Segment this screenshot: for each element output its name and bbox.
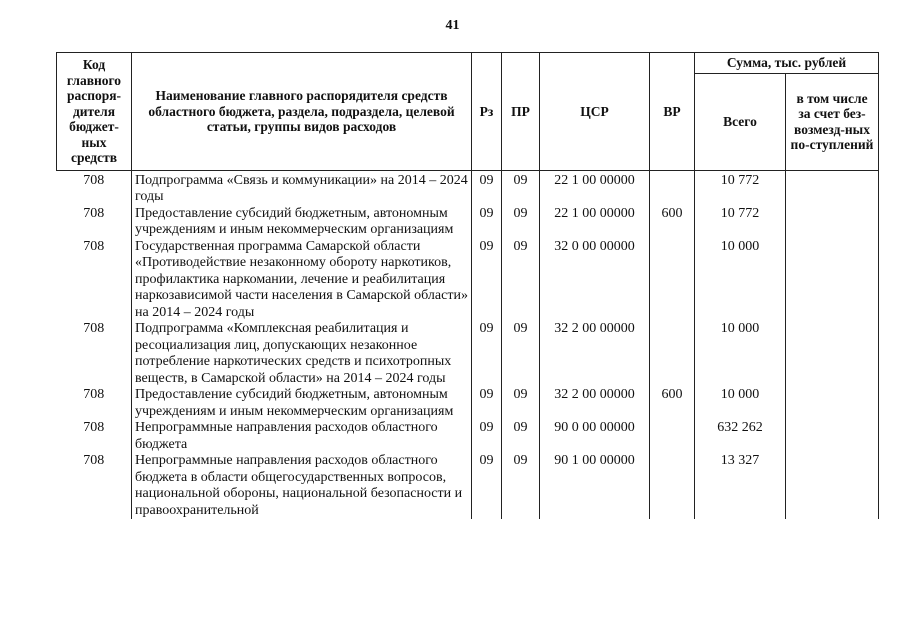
row-pr: 09 xyxy=(502,206,540,239)
row-total: 10 000 xyxy=(695,321,786,387)
row-csr: 22 1 00 00000 xyxy=(540,206,650,239)
row-code: 708 xyxy=(83,238,105,254)
row-incl xyxy=(786,206,879,239)
row-vr xyxy=(650,453,695,519)
header-vr: ВР xyxy=(650,53,695,171)
table-header xyxy=(57,53,879,171)
row-vr: 600 xyxy=(650,387,695,420)
page-number: 41 xyxy=(445,18,460,33)
row-rz: 09 xyxy=(472,387,502,420)
header-incl: в том числе за счет без-возмезд-ных по-ступлений xyxy=(786,73,879,170)
row-name: Подпрограмма «Связь и коммуникации» на 2014 – 2024 годы xyxy=(132,170,472,206)
table-row xyxy=(57,170,879,206)
row-csr: 32 2 00 00000 xyxy=(540,321,650,387)
row-code: 708 xyxy=(83,387,105,402)
header-total: Всего xyxy=(695,73,786,170)
row-total: 10 000 xyxy=(695,387,786,420)
row-name: Подпрограмма «Комплексная реабилитация и ресоциализация лиц, допускающих незаконное потребление наркотических средств и психотропных веществ, в Самарской области» на 2014 – 2024 годы xyxy=(132,321,472,387)
row-rz: 09 xyxy=(472,453,502,519)
table-row xyxy=(57,453,879,519)
row-vr xyxy=(650,170,695,206)
row-incl xyxy=(786,387,879,420)
row-total: 13 327 xyxy=(695,453,786,519)
row-name: Предоставление субсидий бюджетным, автономным учреждениям и иным некоммерческим организациям xyxy=(132,206,472,239)
budget-table xyxy=(56,52,879,519)
row-csr: 32 2 00 00000 xyxy=(540,387,650,420)
row-code: 708 xyxy=(83,453,105,468)
row-pr: 09 xyxy=(502,170,540,206)
row-incl xyxy=(786,453,879,519)
row-pr: 09 xyxy=(502,453,540,519)
row-incl xyxy=(786,321,879,387)
row-code: 708 xyxy=(83,420,105,435)
row-rz: 09 xyxy=(472,321,502,387)
row-total: 10 772 xyxy=(695,206,786,239)
header-rz: Рз xyxy=(472,53,502,171)
row-incl xyxy=(786,170,879,206)
header-pr: ПР xyxy=(502,53,540,171)
table-row xyxy=(57,321,879,387)
table-row xyxy=(57,239,879,322)
row-rz: 09 xyxy=(472,420,502,453)
row-rz: 09 xyxy=(472,206,502,239)
row-vr xyxy=(650,321,695,387)
table-row xyxy=(57,420,879,453)
row-pr: 09 xyxy=(502,387,540,420)
row-pr: 09 xyxy=(502,321,540,387)
row-total: 10 772 xyxy=(695,170,786,206)
header-sum-group: Сумма, тыс. рублей xyxy=(695,53,879,74)
row-code: 708 xyxy=(83,205,105,221)
row-csr: 90 0 00 00000 xyxy=(540,420,650,453)
header-name: Наименование главного распорядителя средств областного бюджета, раздела, подраздела, целевой статьи, группы видов расходов xyxy=(132,53,472,171)
row-name: Непрограммные направления расходов областного бюджета xyxy=(132,420,472,453)
row-incl xyxy=(786,420,879,453)
row-name: Государственная программа Самарской области «Противодействие незаконному обороту наркотиков, профилактика наркомании, лечение и реабилитация наркозависимой части населения в Самарской области» на 2014 – 2024 годы xyxy=(132,239,472,322)
row-name: Предоставление субсидий бюджетным, автономным учреждениям и иным некоммерческим организациям xyxy=(132,387,472,420)
row-code: 708 xyxy=(83,172,105,188)
table-row xyxy=(57,387,879,420)
table-body xyxy=(57,170,879,519)
row-vr xyxy=(650,239,695,322)
header-csr: ЦСР xyxy=(540,53,650,171)
table-row xyxy=(57,206,879,239)
row-csr: 22 1 00 00000 xyxy=(540,170,650,206)
row-rz: 09 xyxy=(472,170,502,206)
row-incl xyxy=(786,239,879,322)
row-code: 708 xyxy=(83,321,105,336)
row-name: Непрограммные направления расходов областного бюджета в области общегосударственных вопросов, национальной обороны, национальной безопасности и правоохранительной xyxy=(132,453,472,519)
row-total: 10 000 xyxy=(695,239,786,322)
row-csr: 32 0 00 00000 xyxy=(540,239,650,322)
row-pr: 09 xyxy=(502,420,540,453)
header-code: Код главного распоря-дителя бюджет-ных средств xyxy=(57,53,132,171)
row-vr: 600 xyxy=(650,206,695,239)
row-csr: 90 1 00 00000 xyxy=(540,453,650,519)
row-pr: 09 xyxy=(502,239,540,322)
row-rz: 09 xyxy=(472,239,502,322)
row-vr xyxy=(650,420,695,453)
row-total: 632 262 xyxy=(695,420,786,453)
